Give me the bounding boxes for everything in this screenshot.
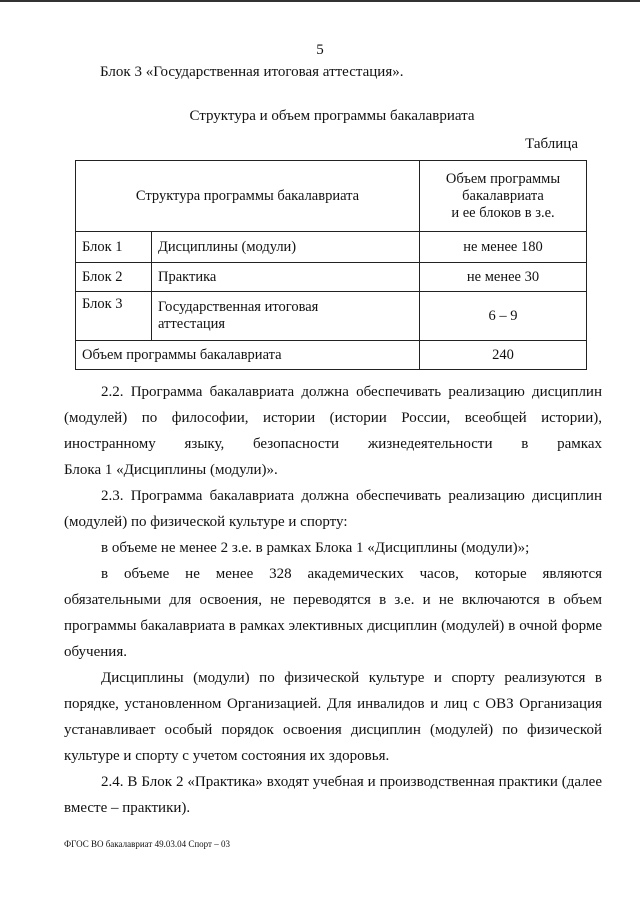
- row-name-line1: Государственная итоговая: [158, 299, 319, 315]
- row-name: Практика: [152, 263, 420, 292]
- row-block: Блок 2: [76, 263, 152, 292]
- table-total-row: [76, 341, 587, 370]
- header-volume-line1: Объем программы: [445, 170, 561, 187]
- table-row: [76, 292, 587, 341]
- header-structure: Структура программы бакалавриата: [76, 161, 420, 232]
- program-structure-table: [75, 160, 587, 370]
- body-text: [64, 379, 602, 821]
- paragraph-2-3: 2.3. Программа бакалавриата должна обеспечивать реализацию дисциплин (модулей) по физической культуре и спорту:: [64, 488, 602, 530]
- header-volume-line2: бакалавриата: [462, 187, 544, 204]
- total-label: Объем программы бакалавриата: [76, 341, 420, 370]
- paragraph-2-4: 2.4. В Блок 2 «Практика» входят учебная и производственная практики (далее вместе – практики).: [64, 774, 602, 816]
- row-block: Блок 3: [76, 292, 152, 341]
- row-volume: 6 – 9: [420, 292, 587, 341]
- table-header-row: [76, 161, 587, 232]
- top-border-rule: [0, 0, 640, 2]
- row-name: [152, 292, 420, 341]
- paragraph-pe: Дисциплины (модули) по физической культуре и спорту реализуются в порядке, установленном Организацией. Для инвалидов и лиц с ОВЗ Организация устанавливает особый порядок освоения дисциплин (модулей) по физической культуре и спорту с учетом состояния их здоровья.: [64, 670, 602, 764]
- table-row: [76, 263, 587, 292]
- header-volume: [420, 161, 587, 232]
- table-label: Таблица: [525, 136, 578, 152]
- paragraph-2-2-end: Блока 1 «Дисциплины (модули)».: [64, 462, 278, 478]
- paragraph-2-3-a: в объеме не менее 2 з.е. в рамках Блока 1 «Дисциплины (модули)»;: [101, 540, 530, 556]
- row-name-line2: аттестация: [158, 316, 226, 332]
- row-name: Дисциплины (модули): [152, 232, 420, 263]
- block3-line: Блок 3 «Государственная итоговая аттестация».: [100, 64, 404, 80]
- page-number: 5: [316, 42, 324, 58]
- paragraph-2-3-b: в объеме не менее 328 академических часов, которые являются обязательными для освоения, не переводятся в з.е. и не включаются в объем программы бакалавриата в рамках элективных дисциплин (модулей) в очной форме обучения.: [64, 566, 602, 660]
- row-block: Блок 1: [76, 232, 152, 263]
- header-volume-line3: и ее блоков в з.е.: [451, 204, 555, 221]
- total-volume: 240: [420, 341, 587, 370]
- table-row: [76, 232, 587, 263]
- footer: ФГОС ВО бакалавриат 49.03.04 Спорт – 03: [64, 839, 230, 849]
- row-volume: не менее 180: [420, 232, 587, 263]
- paragraph-2-2: 2.2. Программа бакалавриата должна обеспечивать реализацию дисциплин (модулей) по философии, истории (истории России, всеобщей истории), иностранному языку, безопасности жизнедеятельности в рамках: [64, 384, 602, 452]
- row-volume: не менее 30: [420, 263, 587, 292]
- table-title: Структура и объем программы бакалавриата: [189, 108, 475, 124]
